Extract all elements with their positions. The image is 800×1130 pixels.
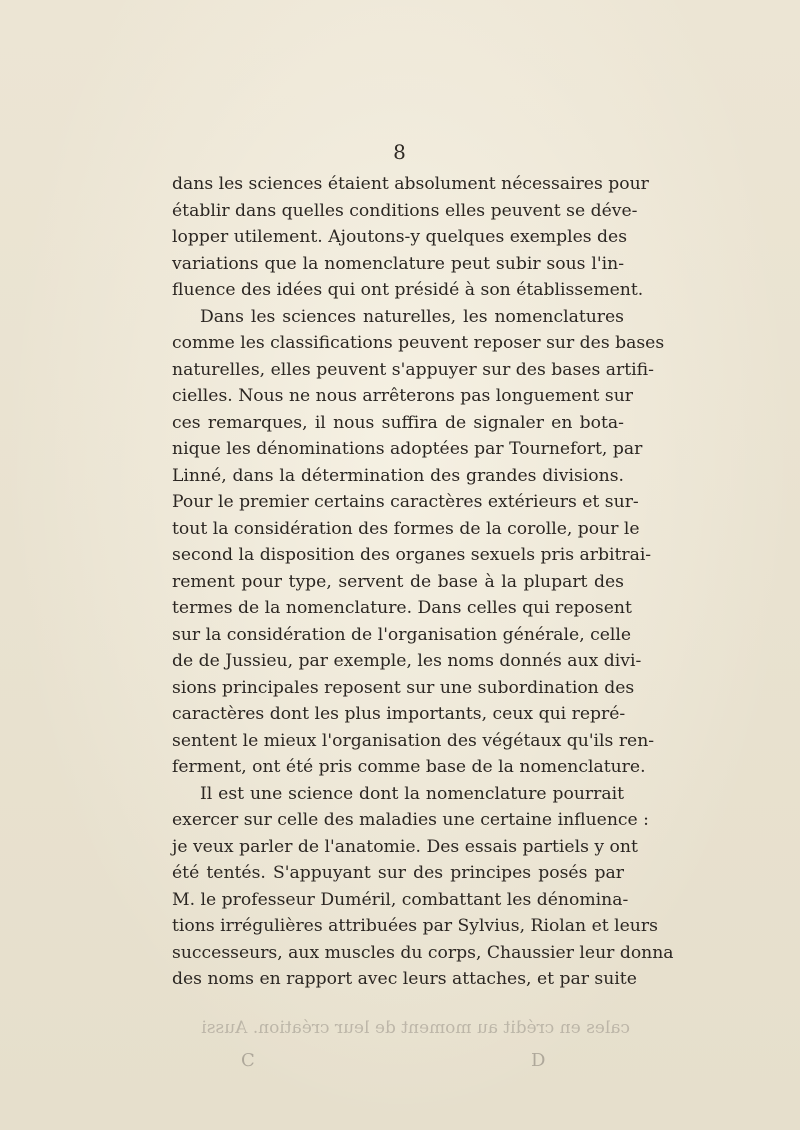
text-line: des noms en rapport avec leurs attaches, et par suite — [172, 969, 637, 989]
text-line: été tentés. S'appuyant sur des principes posés par — [172, 863, 624, 883]
text-line: exercer sur celle des maladies une certaine influence : — [172, 810, 649, 830]
text-line: ferment, ont été pris comme base de la nomenclature. — [172, 757, 646, 777]
text-line: naturelles, elles peuvent s'appuyer sur des bases artifi- — [172, 359, 654, 380]
signature-mark-left: C — [241, 1050, 255, 1071]
text-line: je veux parler de l'anatomie. Des essais partiels y ont — [172, 836, 638, 857]
text-line: successeurs, aux muscles du corps, Chaussier leur donna — [172, 942, 674, 963]
signature-mark-right: D — [531, 1050, 546, 1071]
text-line: nique les dénominations adoptées par Tournefort, par — [172, 439, 643, 459]
text-line: sur la considération de l'organisation générale, celle — [172, 624, 632, 645]
bleed-through-text: cales en crédit au moment de leur création. Aussi — [201, 1018, 630, 1038]
text-line: tions irrégulières attribuées par Sylvius, Riolan et leurs — [172, 916, 658, 936]
page-number: 8 — [393, 140, 407, 164]
text-line: Linné, dans la détermination des grandes divisions. — [172, 465, 624, 486]
text-line: de de Jussieu, par exemple, les noms donnés aux divi- — [172, 651, 642, 671]
text-line: rement pour type, servent de base à la plupart des — [172, 571, 624, 592]
text-line: caractères dont les plus importants, ceux qui repré- — [172, 704, 626, 724]
text-line: sions principales reposent sur une subordination des — [172, 677, 635, 698]
text-line: variations que la nomenclature peut subir sous l'in- — [172, 253, 624, 274]
text-line: M. le professeur Duméril, combattant les dénomina- — [172, 889, 629, 910]
text-line: lopper utilement. Ajoutons-y quelques exemples des — [172, 227, 628, 247]
text-line: second la disposition des organes sexuels pris arbitrai- — [172, 545, 652, 565]
text-line: Dans les sciences naturelles, les nomenclatures — [200, 306, 624, 327]
signature-marks — [0, 1050, 800, 1080]
text-line: établir dans quelles conditions elles peuvent se déve- — [172, 200, 638, 221]
text-line: comme les classifications peuvent reposer sur des bases — [172, 333, 665, 353]
text-line: cielles. Nous ne nous arrêterons pas longuement sur — [172, 386, 633, 406]
text-line: termes de la nomenclature. Dans celles qui reposent — [172, 598, 632, 618]
text-line: dans les sciences étaient absolument nécessaires pour — [172, 174, 649, 194]
text-line: fluence des idées qui ont présidé à son établissement. — [172, 280, 644, 300]
text-line: tout la considération des formes de la corolle, pour le — [172, 518, 640, 539]
body-text — [172, 171, 674, 993]
text-line: sentent le mieux l'organisation des végétaux qu'ils ren- — [172, 730, 655, 751]
text-line: ces remarques, il nous suffira de signaler en bota- — [172, 412, 624, 433]
text-line: Pour le premier certains caractères extérieurs et sur- — [172, 492, 639, 512]
text-line: Il est une science dont la nomenclature pourrait — [200, 783, 624, 804]
